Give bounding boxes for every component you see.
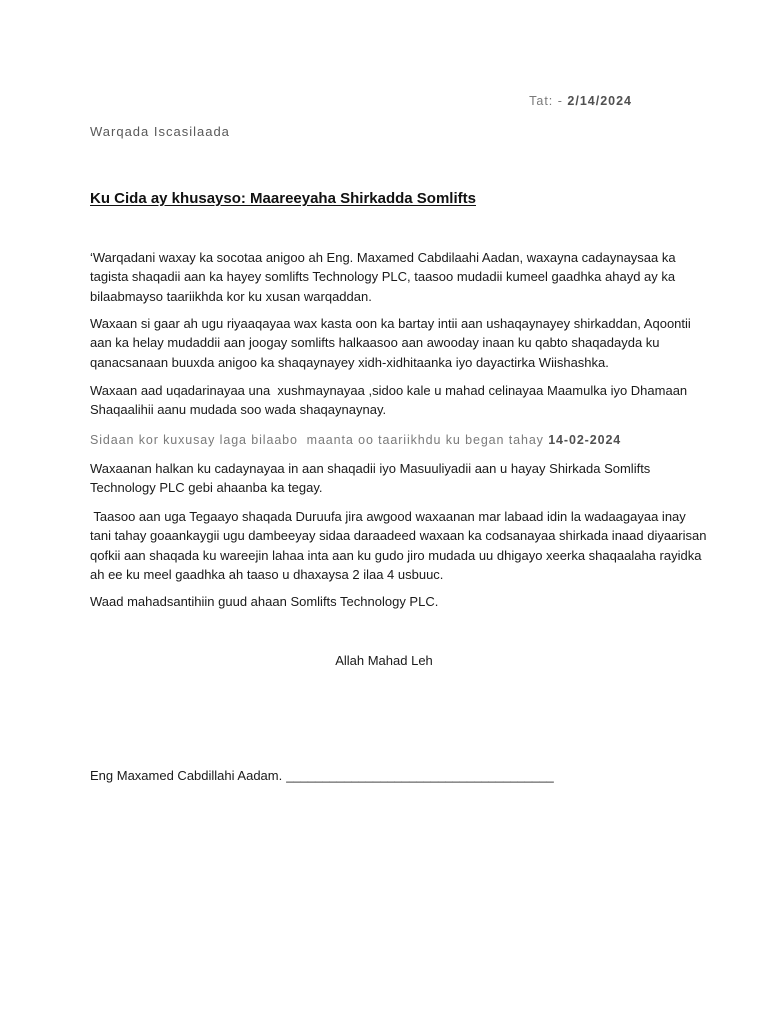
paragraph-line: bilaabmayso taariikhda kor ku xusan warqaddan. bbox=[90, 288, 372, 304]
signatory-name: Eng Maxamed Cabdillahi Aadam. bbox=[90, 768, 283, 783]
paragraph-line: Waxaanan halkan ku cadaynayaa in aan shaqadii iyo Masuuliyadii aan u hayay Shirkada Somlifts bbox=[90, 461, 651, 476]
paragraph-gratitude bbox=[90, 314, 691, 372]
letter-date bbox=[529, 91, 632, 111]
paragraph-line: Taasoo aan uga Tegaayo shaqada Duruufa jira awgood waxaanan mar labaad idin la wadaagayaa inay bbox=[90, 509, 686, 524]
paragraph-line: Shaqaalihii aanu mudada soo wada shaqaynaynay. bbox=[90, 402, 387, 418]
notice-text: Sidaan kor kuxusay laga bilaabo maanta oo taariikhdu ku began tahay bbox=[90, 433, 549, 447]
paragraph-line: tani tahay goaankaygii ugu dambeeyay sidaa daraadeed waxaan ka codsanayaa shirkada inaad diyaarisan bbox=[90, 528, 707, 544]
paragraph-line: ah ee ku meel gaadhka ah taaso u dhaxaysa 2 ilaa 4 usbuuc. bbox=[90, 567, 444, 583]
date-value: 2/14/2024 bbox=[567, 94, 632, 108]
paragraph-line: Waxaan aad uqadarinayaa una xushmaynayaa ,sidoo kale u mahad celinayaa Maamulka iyo Dhamaan bbox=[90, 383, 688, 398]
paragraph-handover-confirmation bbox=[90, 459, 650, 498]
paragraph-line: qofkii aan shaqada ku wareejin lahaa inta aan ku gudo jiro mudada uu dhigayo xeerka shaqaalaha rayidka bbox=[90, 547, 702, 563]
paragraph-line: qanacsanaan buuxda anigoo ka shaqaynayey xidh-xidhitaanka iyo dayactirka Wiishashka. bbox=[90, 354, 609, 370]
effective-date-notice bbox=[90, 430, 621, 450]
paragraph-thanks bbox=[90, 592, 438, 611]
paragraph-line: Waxaan si gaar ah ugu riyaaqayaa wax kasta oon ka bartay intii aan ushaqaynayey shirkaddan, Aqoontii bbox=[90, 316, 691, 331]
paragraph-appreciation bbox=[90, 381, 687, 420]
paragraph-transition-request bbox=[90, 507, 706, 585]
paragraph-line: Technology PLC gebi ahaanba ka tegay. bbox=[90, 480, 323, 496]
paragraph-line: Waad mahadsantihiin guud ahaan Somlifts Technology PLC. bbox=[90, 594, 439, 609]
signature-line bbox=[90, 766, 554, 786]
paragraph-line: ‘Warqadani waxay ka socotaa anigoo ah Eng. Maxamed Cabdilaahi Aadan, waxayna cadaynaysaa ka bbox=[90, 250, 676, 265]
letter-heading: Warqada Iscasilaada bbox=[90, 124, 230, 139]
signature-blank: _____________________________________ bbox=[286, 768, 554, 783]
paragraph-line: tagista shaqadii aan ka hayey somlifts Technology PLC, taasoo mudadii kumeel gaadhka ahayd ay ka bbox=[90, 269, 676, 285]
letter-subject: Ku Cida ay khusayso: Maareeyaha Shirkadda Somlifts bbox=[90, 190, 476, 207]
date-label: Tat: - bbox=[529, 94, 568, 108]
paragraph-resignation-statement bbox=[90, 248, 676, 306]
paragraph-line: aan ka helay mudaddii aan joogay somlifts halkaasoo aan awooday inaan ku qabto shaqadayda ku bbox=[90, 335, 660, 351]
notice-date: 14-02-2024 bbox=[548, 433, 622, 447]
letter-closing: Allah Mahad Leh bbox=[335, 653, 433, 668]
